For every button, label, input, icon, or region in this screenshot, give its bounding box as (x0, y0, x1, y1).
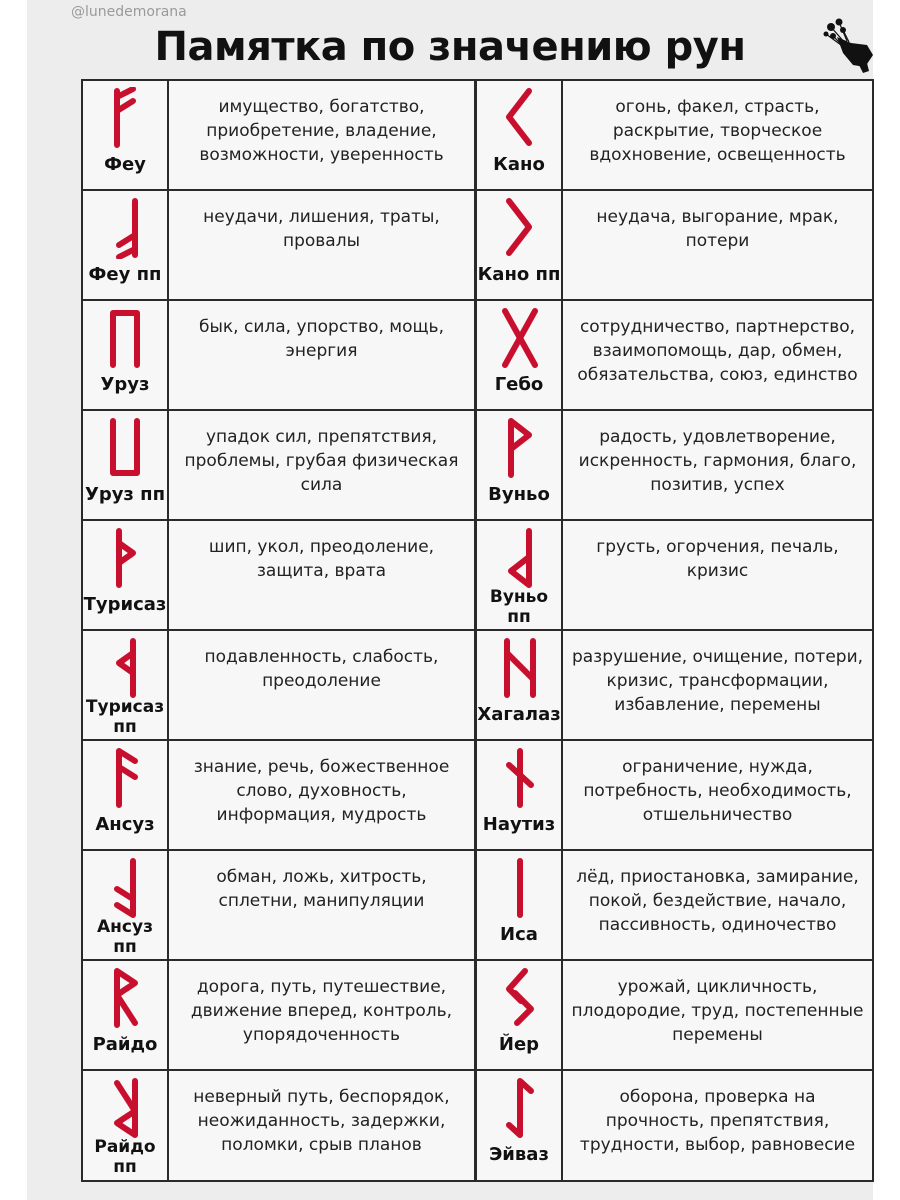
rune-ansuz-icon (91, 747, 161, 809)
rune-cell (83, 631, 169, 739)
rune-row (83, 301, 872, 411)
meaning-cell (169, 521, 477, 629)
meaning-cell (169, 961, 477, 1069)
rune-thurisaz-rev-icon (91, 637, 161, 699)
rune-cell (83, 191, 169, 299)
rune-name: Кано (493, 154, 545, 175)
rune-meaning: грусть, огорчения, печаль, кризис (596, 537, 839, 581)
rune-meaning: обман, ложь, хитрость, сплетни, манипуляции (216, 867, 427, 911)
meaning-cell (169, 631, 477, 739)
meaning-cell (169, 191, 477, 299)
meaning-cell (563, 191, 872, 299)
rune-meaning: неудача, выгорание, мрак, потери (596, 207, 839, 251)
meaning-cell (563, 521, 872, 629)
rune-ansuz-rev-icon (91, 857, 161, 919)
page-title: Памятка по значению рун (154, 24, 746, 70)
meaning-cell (563, 81, 872, 189)
rune-meaning: имущество, богатство, приобретение, владение, возможности, уверенность (199, 97, 444, 165)
meaning-cell (563, 1071, 872, 1180)
rune-cell (83, 81, 169, 189)
hand-with-flowers-icon (819, 15, 879, 77)
rune-meaning: оборона, проверка на прочность, препятствия, трудности, выбор, равновесие (579, 1087, 856, 1155)
rune-meaning: шип, укол, преодоление, защита, врата (208, 537, 435, 581)
rune-name: Райдо пп (94, 1137, 156, 1177)
rune-cell (83, 741, 169, 849)
rune-name: Феу пп (88, 264, 162, 285)
rune-row (83, 411, 872, 521)
rune-name: Уруз пп (84, 484, 166, 505)
meaning-cell (563, 411, 872, 519)
rune-name: Эйваз (489, 1144, 549, 1165)
rune-kano-icon (485, 87, 555, 149)
rune-meaning: неверный путь, беспорядок, неожиданность, задержки, поломки, срыв планов (193, 1087, 450, 1155)
rune-meaning: лёд, приостановка, замирание, покой, бездействие, начало, пассивность, одиночество (576, 867, 859, 935)
rune-row (83, 851, 872, 961)
rune-name: Уруз (100, 374, 150, 395)
rune-feu-rev-icon (91, 197, 161, 259)
rune-cell (83, 301, 169, 409)
rune-name: Иса (500, 924, 538, 945)
meaning-cell (563, 961, 872, 1069)
rune-cell (83, 1071, 169, 1180)
meaning-cell (169, 411, 477, 519)
page-sheet (27, 0, 873, 1200)
rune-cell (83, 961, 169, 1069)
rune-name: Турисаз пп (85, 697, 165, 737)
rune-cell (477, 741, 563, 849)
meaning-cell (563, 851, 872, 959)
meaning-cell (563, 631, 872, 739)
rune-table (81, 79, 874, 1182)
rune-eihwaz-icon (485, 1077, 555, 1139)
rune-row (83, 1071, 872, 1180)
rune-meaning: огонь, факел, страсть, раскрытие, творческое вдохновение, освещенность (589, 97, 846, 165)
meaning-cell (169, 851, 477, 959)
rune-row (83, 961, 872, 1071)
rune-meaning: подавленность, слабость, преодоление (204, 647, 439, 691)
watermark: @lunedemorana (71, 4, 187, 20)
rune-name: Ансуз пп (97, 917, 153, 957)
rune-cell (477, 521, 563, 629)
rune-name: Гебо (494, 374, 544, 395)
rune-cell (477, 1071, 563, 1180)
rune-meaning: дорога, путь, путешествие, движение вперед, контроль, упорядоченность (190, 977, 453, 1045)
rune-cell (477, 961, 563, 1069)
rune-cell (477, 851, 563, 959)
rune-meaning: неудачи, лишения, траты, провалы (203, 207, 440, 251)
rune-uruz-rev-icon (91, 417, 161, 479)
rune-thurisaz-icon (91, 527, 161, 589)
rune-cell (83, 411, 169, 519)
rune-row (83, 191, 872, 301)
rune-meaning: упадок сил, препятствия, проблемы, грубая физическая сила (184, 427, 459, 495)
rune-wunjo-icon (485, 417, 555, 479)
rune-hagalaz-icon (485, 637, 555, 699)
rune-gebo-icon (485, 307, 555, 369)
rune-cell (477, 411, 563, 519)
rune-kano-rev-icon (485, 197, 555, 259)
rune-cell (83, 851, 169, 959)
meaning-cell (169, 81, 477, 189)
rune-wunjo-rev-icon (485, 527, 555, 589)
rune-row (83, 81, 872, 191)
rune-nauthiz-icon (485, 747, 555, 809)
rune-meaning: знание, речь, божественное слово, духовность, информация, мудрость (193, 757, 450, 825)
rune-name: Турисаз (83, 594, 167, 615)
rune-name: Вуньо пп (489, 587, 549, 627)
rune-jera-icon (485, 967, 555, 1029)
rune-raido-rev-icon (91, 1077, 161, 1139)
rune-meaning: ограничение, нужда, потребность, необходимость, отшельничество (583, 757, 852, 825)
rune-cell (477, 81, 563, 189)
rune-name: Ансуз (95, 814, 155, 835)
rune-cell (477, 191, 563, 299)
meaning-cell (169, 1071, 477, 1180)
rune-meaning: радость, удовлетворение, искренность, гармония, благо, позитив, успех (578, 427, 857, 495)
rune-meaning: урожай, цикличность, плодородие, труд, постепенные перемены (571, 977, 864, 1045)
meaning-cell (169, 741, 477, 849)
rune-meaning: сотрудничество, партнерство, взаимопомощь, дар, обмен, обязательства, союз, единство (577, 317, 858, 385)
rune-name: Феу (104, 154, 146, 175)
rune-name: Райдо (92, 1034, 158, 1055)
rune-row (83, 631, 872, 741)
rune-cell (83, 521, 169, 629)
rune-cell (477, 301, 563, 409)
meaning-cell (563, 741, 872, 849)
rune-cell (477, 631, 563, 739)
meaning-cell (563, 301, 872, 409)
meaning-cell (169, 301, 477, 409)
rune-meaning: разрушение, очищение, потери, кризис, трансформации, избавление, перемены (571, 647, 864, 715)
rune-name: Наутиз (482, 814, 556, 835)
rune-feu-icon (91, 87, 161, 149)
rune-name: Вуньо (488, 484, 550, 505)
rune-row (83, 741, 872, 851)
rune-name: Хагалаз (477, 704, 561, 725)
rune-name: Йер (498, 1034, 540, 1055)
rune-uruz-icon (91, 307, 161, 369)
rune-name: Кано пп (477, 264, 561, 285)
rune-meaning: бык, сила, упорство, мощь, энергия (199, 317, 444, 361)
rune-isa-icon (485, 857, 555, 919)
rune-raido-icon (91, 967, 161, 1029)
rune-row (83, 521, 872, 631)
